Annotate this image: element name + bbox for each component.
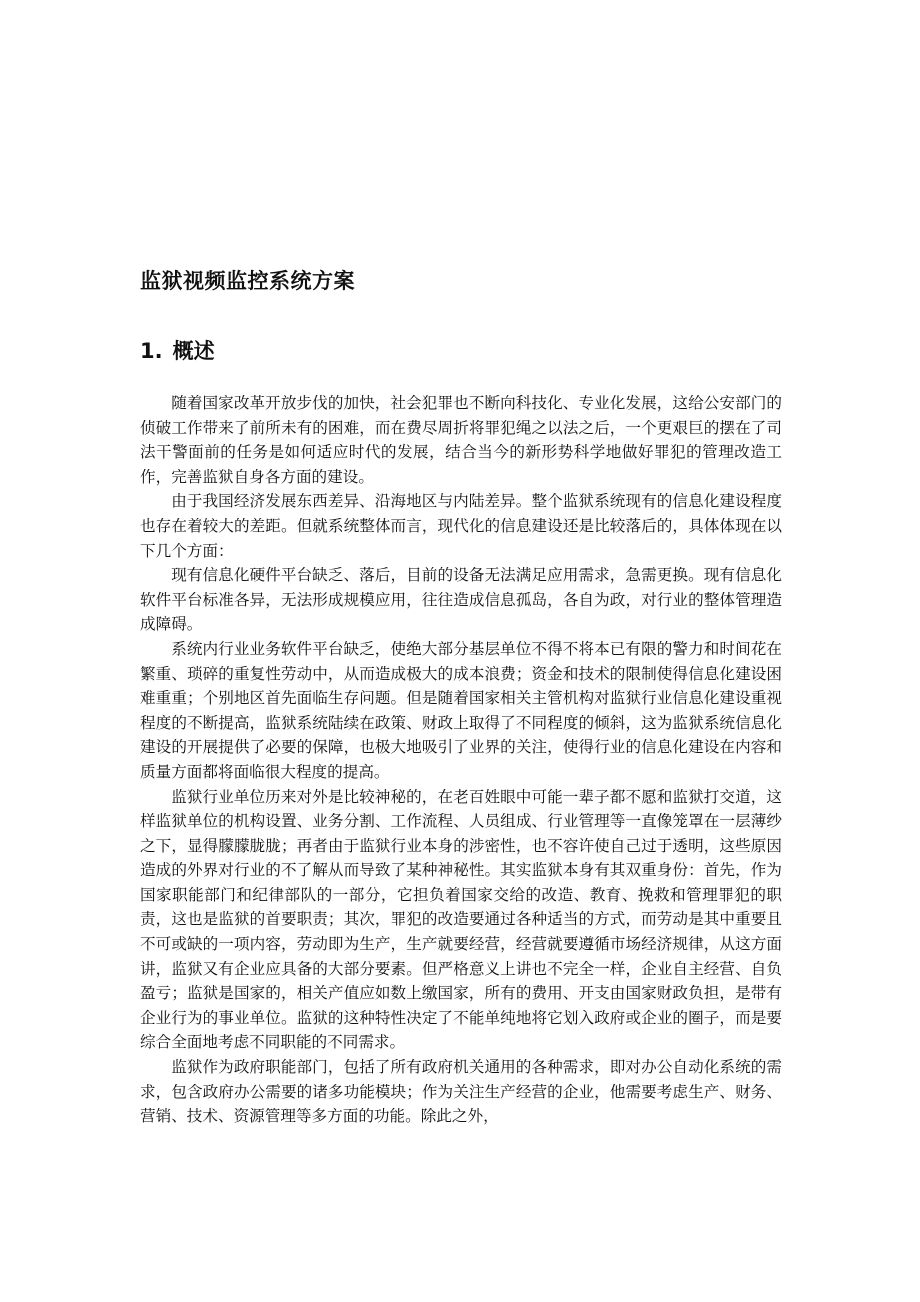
paragraph: 现有信息化硬件平台缺乏、落后，目前的设备无法满足应用需求，急需更换。现有信息化软件平台标准各异，无法形成规模应用，往往造成信息孤岛，各自为政，对行业的整体管理造成障碍。: [140, 566, 782, 634]
section-title: 概述: [172, 339, 215, 363]
section-number: 1.: [140, 339, 163, 363]
paragraph: 监狱行业单位历来对外是比较神秘的，在老百姓眼中可能一辈子都不愿和监狱打交道，这样监狱单位的机构设置、业务分割、工作流程、人员组成、行业管理等一直像笼罩在一层薄纱之下，显得朦朦胧胧；再者由于监狱行业本身的涉密性，也不容许使自己过于透明，这些原因造成的外界对行业的不了解从而导致了某种神秘性。其实监狱本身有其双重身份：首先，作为国家职能部门和纪律部队的一部分，它担负着国家交给的改造、教育、挽救和管理罪犯的职责，这也是监狱的首要职责；其次，罪犯的改造要通过各种适当的方式，而劳动是其中重要且不可或缺的一项内容，劳动即为生产，生产就要经营，经营就要遵循市场经济规律，从这方面讲，监狱又有企业应具备的大部分要素。但严格意义上讲也不完全一样，企业自主经营、自负盈亏；监狱是国家的，相关产值应如数上缴国家，所有的费用、开支由国家财政负担，是带有企业行为的事业单位。监狱的这种特性决定了不能单纯地将它划入政府或企业的圈子，而是要综合全面地考虑不同职能的不同需求。: [140, 787, 782, 1052]
paragraph: 由于我国经济发展东西差异、沿海地区与内陆差异。整个监狱系统现有的信息化建设程度也存在着较大的差距。但就系统整体而言，现代化的信息建设还是比较落后的，具体体现在以下几个方面：: [140, 492, 782, 560]
section-heading: [140, 336, 215, 366]
paragraph: 系统内行业业务软件平台缺乏，使绝大部分基层单位不得不将本已有限的警力和时间花在繁重、琐碎的重复性劳动中，从而造成极大的成本浪费；资金和技术的限制使得信息化建设困难重重；个别地区首先面临生存问题。但是随着国家相关主管机构对监狱行业信息化建设重视程度的不断提高，监狱系统陆续在政策、财政上取得了不同程度的倾斜，这为监狱系统信息化建设的开展提供了必要的保障，也极大地吸引了业界的关注，使得行业的信息化建设在内容和质量方面都将面临很大程度的提高。: [140, 639, 782, 781]
body-text: [140, 391, 782, 1129]
paragraph: 随着国家改革开放步伐的加快，社会犯罪也不断向科技化、专业化发展，这给公安部门的侦破工作带来了前所未有的困难，而在费尽周折将罪犯绳之以法之后，一个更艰巨的摆在了司法干警面前的任务是如何适应时代的发展，结合当今的新形势科学地做好罪犯的管理改造工作，完善监狱自身各方面的建设。: [140, 394, 782, 486]
paragraph: 监狱作为政府职能部门，包括了所有政府机关通用的各种需求，即对办公自动化系统的需求，包含政府办公需要的诸多功能模块；作为关注生产经营的企业，他需要考虑生产、财务、营销、技术、资源管理等多方面的功能。除此之外，: [140, 1058, 782, 1126]
document-title: 监狱视频监控系统方案: [140, 269, 355, 293]
